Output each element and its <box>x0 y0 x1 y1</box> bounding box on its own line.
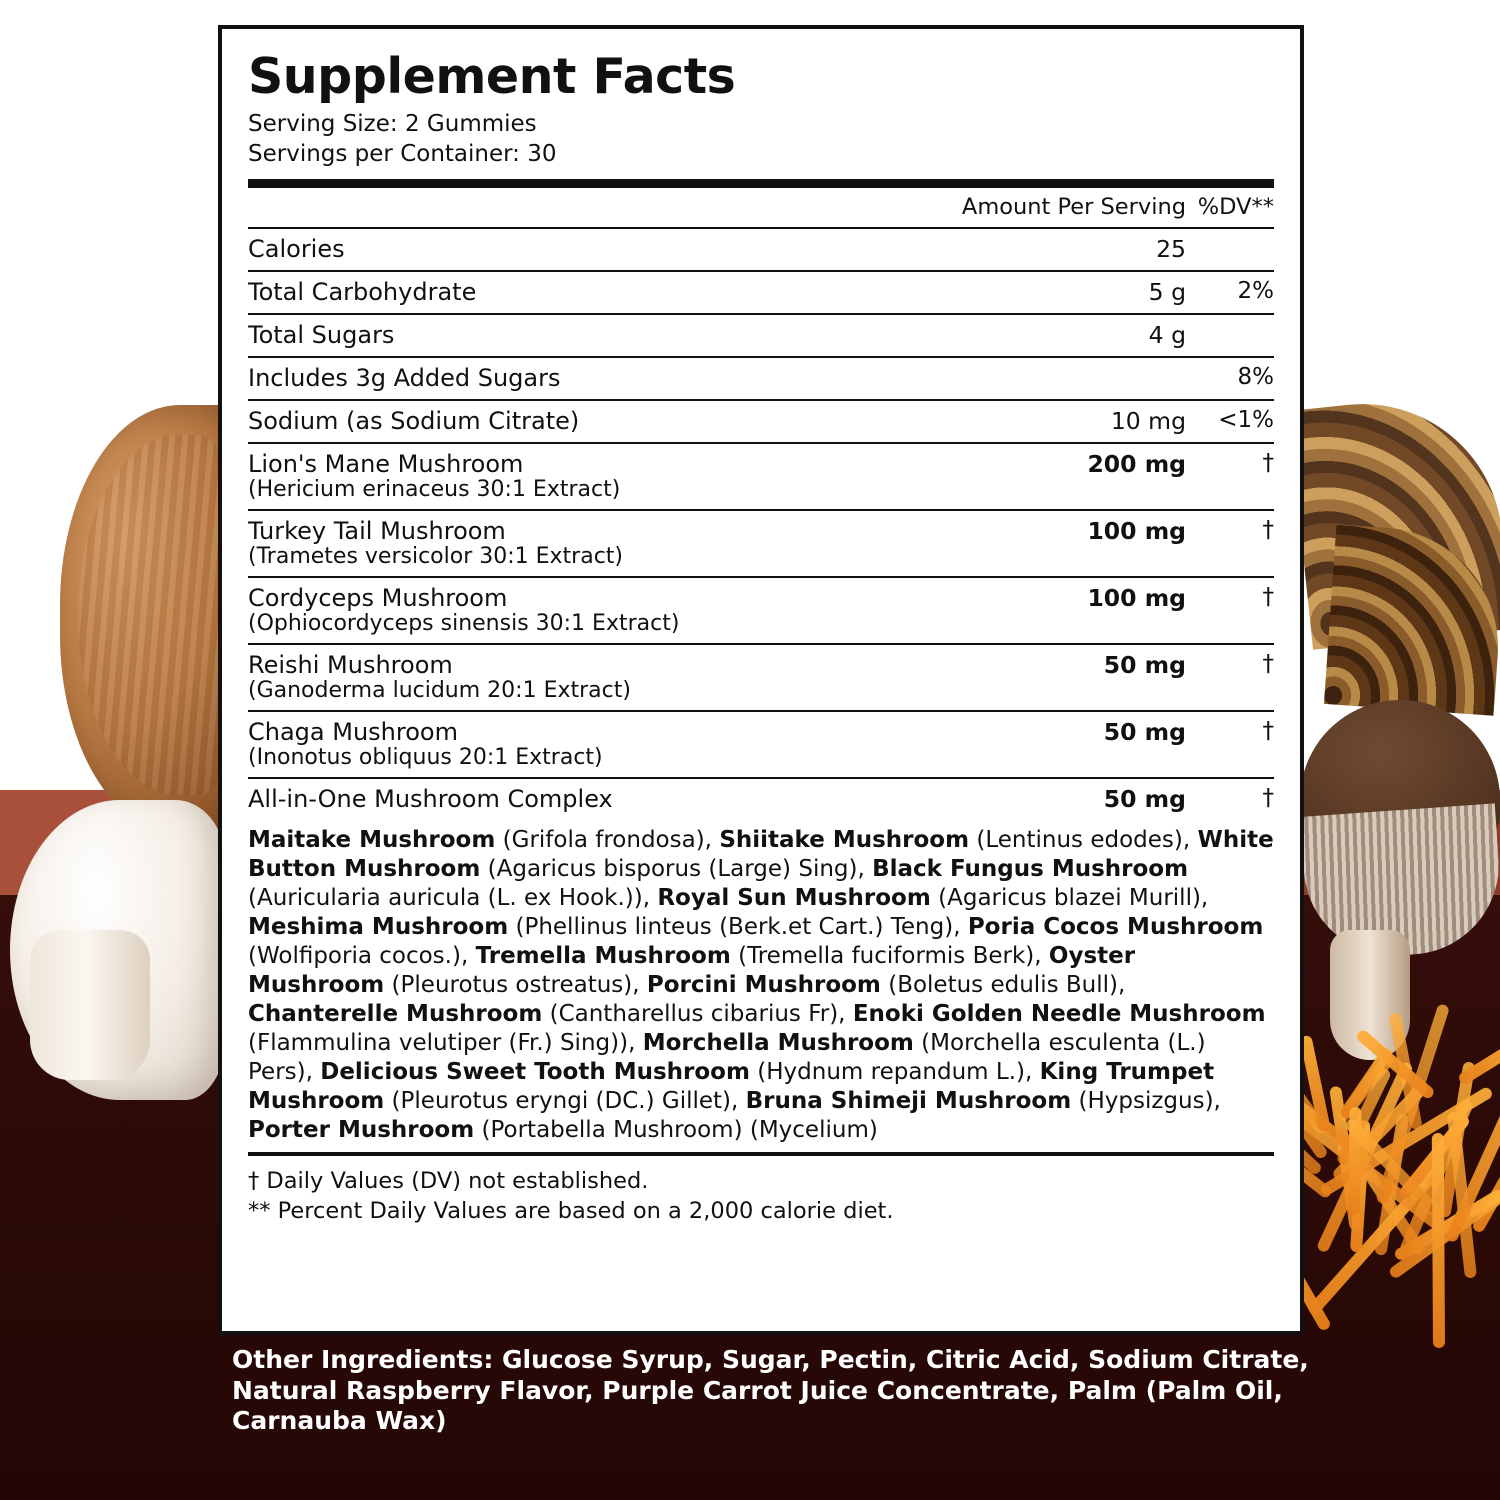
complex-ingredients-list: Maitake Mushroom (Grifola frondosa), Shiitake Mushroom (Lentinus edodes), White Button Mushroom (Agaricus bisporus (Large) Sing), Black Fungus Mushroom (Auricularia auricula (L. ex Hook.)), Royal Sun Mushroom (Agaricus blazei Murill), Meshima Mushroom (Phellinus linteus (Berk.et Cart.) Teng), Poria Cocos Mushroom (Wolfiporia cocos.), Tremella Mushroom (Tremella fuciformis Berk), Oyster Mushroom (Pleurotus ostreatus), Porcini Mushroom (Boletus edulis Bull), Chanterelle Mushroom (Cantharellus cibarius Fr), Enoki Golden Needle Mushroom (Flammulina velutiper (Fr.) Sing)), Morchella Mushroom (Morchella esculenta (L.) Pers), Delicious Sweet Tooth Mushroom (Hydnum repandum L.), King Trumpet Mushroom (Pleurotus eryngi (DC.) Gillet), Bruna Shimeji Mushroom (Hypsizgus), Porter Mushroom (Portabella Mushroom) (Mycelium) <box>248 820 1274 1154</box>
header-blank <box>248 188 962 228</box>
header-amount-per-serving: Amount Per Serving <box>962 188 1186 228</box>
nutrient-name: Includes 3g Added Sugars <box>248 357 962 400</box>
header-percent-dv: %DV** <box>1186 188 1274 228</box>
nutrient-latin-name: (Ganoderma lucidum 20:1 Extract) <box>248 678 631 704</box>
cordyceps-mushroom-image <box>1300 985 1500 1275</box>
divider-thick-top <box>248 179 1274 188</box>
footnote-dv: ** Percent Daily Values are based on a 2,000 calorie diet. <box>248 1198 894 1225</box>
complex-ingredients-row <box>248 820 1274 1154</box>
panel-title: Supplement Facts <box>248 48 736 105</box>
nutrient-latin-name: (Trametes versicolor 30:1 Extract) <box>248 544 624 570</box>
nutrition-row <box>248 357 1274 400</box>
table-header-row <box>248 188 1274 228</box>
nutrient-name: Cordyceps Mushroom (Ophiocordyceps sinensis 30:1 Extract) <box>248 577 962 644</box>
nutrient-amount: 4 g <box>962 314 1186 357</box>
servings-per-container: Servings per Container: 30 <box>248 140 557 167</box>
white-button-mushroom-stem-image <box>30 930 150 1080</box>
nutrient-name: Total Sugars <box>248 314 962 357</box>
nutrient-amount: 50 mg <box>962 711 1186 778</box>
nutrient-amount: 100 mg <box>962 510 1186 577</box>
other-ingredients-text: Other Ingredients: Glucose Syrup, Sugar, Pectin, Citric Acid, Sodium Citrate, Natural Raspberry Flavor, Purple Carrot Juice Concentrate, Palm (Palm Oil, Carnauba Wax) <box>232 1345 1309 1435</box>
nutrient-amount: 100 mg <box>962 577 1186 644</box>
nutrient-amount <box>962 357 1186 400</box>
nutrient-amount: 5 g <box>962 271 1186 314</box>
nutrient-daily-value <box>1186 228 1274 271</box>
complex-daily-value: † <box>1262 785 1274 812</box>
nutrition-row <box>248 577 1274 644</box>
nutrient-amount: 10 mg <box>962 400 1186 443</box>
nutrition-row <box>248 271 1274 314</box>
nutrition-row <box>248 510 1274 577</box>
nutrient-name: Turkey Tail Mushroom (Trametes versicolor 30:1 Extract) <box>248 510 962 577</box>
nutrient-daily-value: † <box>1186 711 1274 778</box>
nutrition-row <box>248 400 1274 443</box>
nutrient-amount: 200 mg <box>962 443 1186 510</box>
complex-name: All-in-One Mushroom Complex <box>248 785 613 814</box>
nutrient-name: Chaga Mushroom (Inonotus obliquus 20:1 Extract) <box>248 711 962 778</box>
nutrition-row <box>248 644 1274 711</box>
nutrient-latin-name: (Hericium erinaceus 30:1 Extract) <box>248 477 621 503</box>
nutrient-amount: 25 <box>962 228 1186 271</box>
supplement-facts-panel <box>218 25 1304 1335</box>
footnotes <box>248 1156 1274 1227</box>
nutrition-row <box>248 443 1274 510</box>
nutrient-amount: 50 mg <box>962 644 1186 711</box>
nutrition-row <box>248 314 1274 357</box>
nutrient-name: Total Carbohydrate <box>248 271 962 314</box>
nutrient-latin-name: (Inonotus obliquus 20:1 Extract) <box>248 745 603 771</box>
nutrient-name: Reishi Mushroom (Ganoderma lucidum 20:1 Extract) <box>248 644 962 711</box>
nutrient-daily-value: † <box>1186 577 1274 644</box>
nutrition-row <box>248 228 1274 271</box>
nutrient-name: Calories <box>248 228 962 271</box>
footnote-dagger: † Daily Values (DV) not established. <box>248 1167 649 1194</box>
nutrient-daily-value: † <box>1186 443 1274 510</box>
nutrient-daily-value: 2% <box>1186 271 1274 314</box>
nutrient-daily-value: † <box>1186 644 1274 711</box>
nutrition-table <box>248 188 1274 1156</box>
complex-amount: 50 mg <box>1103 785 1186 814</box>
complex-header-row <box>248 778 1274 820</box>
nutrient-daily-value: † <box>1186 510 1274 577</box>
nutrient-name: Lion's Mane Mushroom (Hericium erinaceus 30:1 Extract) <box>248 443 962 510</box>
nutrition-row <box>248 711 1274 778</box>
nutrient-daily-value: <1% <box>1186 400 1274 443</box>
nutrient-latin-name: (Ophiocordyceps sinensis 30:1 Extract) <box>248 611 680 637</box>
serving-size: Serving Size: 2 Gummies <box>248 111 537 138</box>
nutrient-name: Sodium (as Sodium Citrate) <box>248 400 962 443</box>
nutrient-daily-value <box>1186 314 1274 357</box>
nutrient-daily-value: 8% <box>1186 357 1274 400</box>
